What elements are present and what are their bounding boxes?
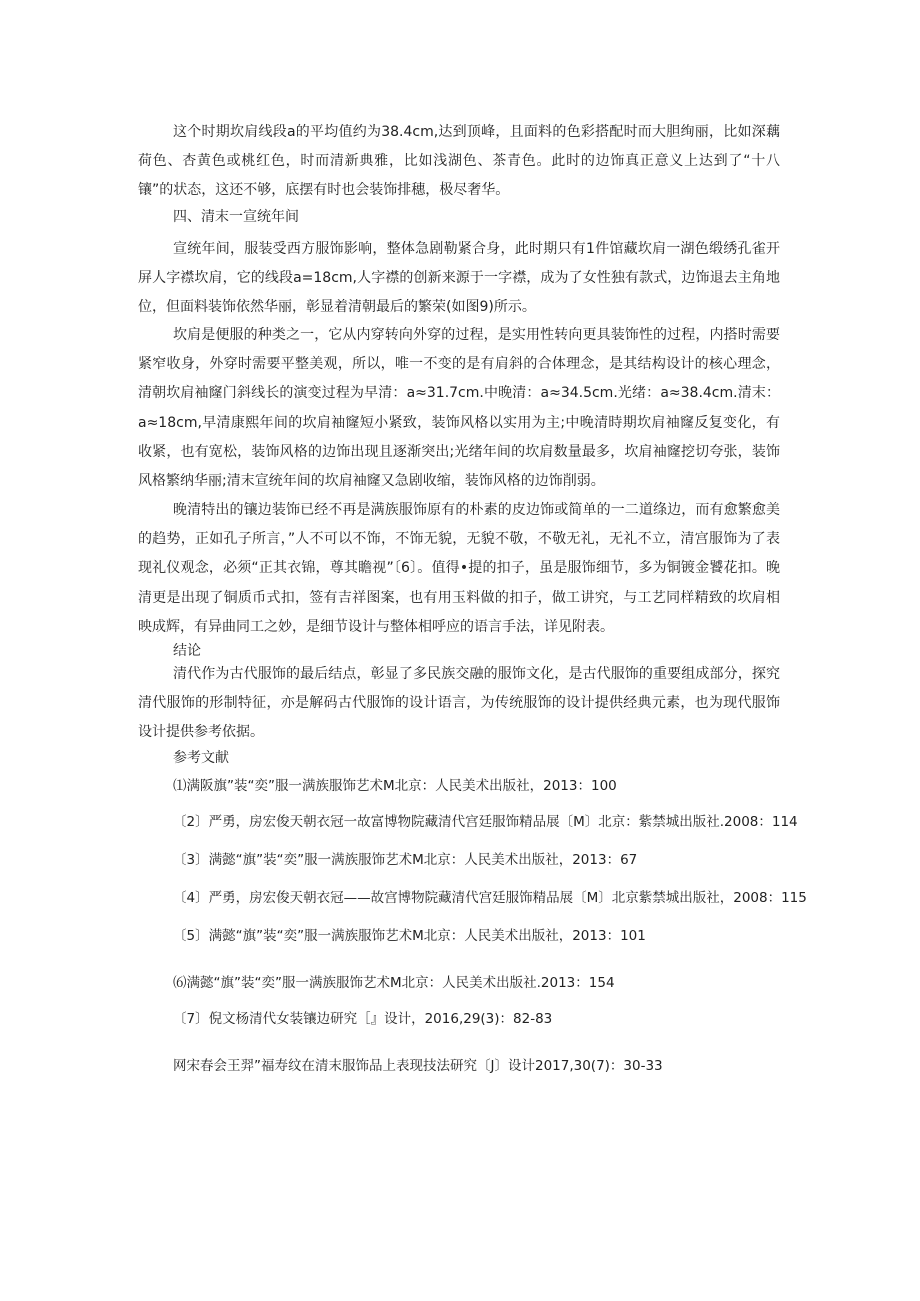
paragraph-xuantong: 宣统年间，服装受西方服饰影响，整体急剧勒紧合身，此时期只有1件馆藏坎肩一湖色缎绣孔雀开屏人字襟坎肩，它的线段a=18cm,人字襟的创新来源于一字襟，成为了女性独有款式，边饰退去主角地位，但面料装饰依然华丽，彰显着清朝最后的繁荣(如图9)所示。 (138, 241, 780, 316)
reference-item-6: ⑹满懿“旗”装“奕”服一满族服饰艺术M北京：人民美术出版社.2013：154 (173, 975, 615, 991)
paragraph-edging-decoration: 晚清特出的镶边装饰已经不再是满族服饰原有的朴素的皮边饰或简单的一二道绦边，而有愈繁愈美的趋势，正如孔子所言，”人不可以不饰，不饰无貌，无貌不敬，不敬无礼，无礼不立，清宫服饰为了表现礼仪观念，必须“正其衣锦，尊其瞻视”〔6〕。值得•提的扣子，虽是服饰细节，多为铜镀金饕花扣。晚清更是出现了铜质币式扣，签有吉祥图案，也有用玉料做的扣子，做工讲究，与工艺同样精致的坎肩相映成辉，有异曲同工之妙，是细节设计与整体相呼应的语言手法，详见附表。 (138, 502, 780, 635)
conclusion-heading: 结论 (173, 643, 201, 659)
paragraph-conclusion: 清代作为古代服饰的最后结点，彰显了多民族交融的服饰文化，是古代服饰的重要组成部分，探究清代服饰的形制特征，亦是解码古代服饰的设计语言，为传统服饰的设计提供经典元素，也为现代服饰设计提供参考依据。 (138, 666, 780, 741)
reference-item-2: 〔2〕严勇，房宏俊天朝衣冠一故富博物院藏清代宫廷服饰精品展〔M〕北京：紫禁城出版社.2008：114 (173, 814, 798, 830)
reference-item-4: 〔4〕严勇，房宏俊天朝衣冠——故宫博物院藏清代宫廷服饰精品展〔M〕北京紫禁城出版社，2008：115 (173, 890, 807, 906)
paragraph-guangxu-kanjian: 这个时期坎肩线段a的平均值约为38.4cm,达到顶峰，且面料的色彩搭配时而大胆绚丽，比如深藕荷色、杏黄色或桃红色，时而清新典雅，比如浅湖色、茶青色。此时的边饰真正意义上达到了“十八镶”的状态，这还不够，底摆有时也会装饰排穗，极尽奢华。 (138, 124, 780, 199)
reference-item-7: 〔7〕倪文杨清代女装镶边研究［』设计，2016,29(3)：82-83 (173, 1011, 553, 1027)
references-heading: 参考文献 (173, 750, 229, 766)
reference-item-3: 〔3〕满懿“旗”装“奕”服一满族服饰艺术M北京：人民美术出版社，2013：67 (173, 852, 638, 868)
section-heading-xuantong: 四、清末一宣统年间 (173, 209, 299, 225)
reference-item-8: 网宋春会王羿”福寿纹在清末服饰品上表现技法研究〔J〕设计2017,30(7)：30-33 (173, 1058, 663, 1074)
reference-item-5: 〔5〕满懿“旗”装“奕”服一满族服饰艺术M北京：人民美术出版社，2013：101 (173, 928, 646, 944)
paragraph-kanjian-evolution: 坎肩是便服的种类之一，它从内穿转向外穿的过程，是实用性转向更具装饰性的过程，内搭时需要紧窄收身，外穿时需要平整美观，所以，唯一不变的是有肩斜的合体理念，是其结构设计的核心理念，清朝坎肩袖窿门斜线长的演变过程为早清：a≈31.7cm.中晚清：a≈34.5cm.光绪：a≈38.4cm.清末：a≈18cm,早清康熙年间的坎肩袖窿短小紧致，装饰风格以实用为主;中晚清時期坎肩袖窿反复变化，有收紧，也有宽松，装饰风格的边饰出现且逐渐突出;光绪年间的坎肩数量最多，坎肩袖窿挖切夸张，装饰风格繁纳华丽;清末宣统年间的坎肩袖窿又急剧收缩，装饰风格的边饰削弱。 (138, 327, 780, 490)
reference-item-1: ⑴满阪旗”装“奕”服一满族服饰艺术M北京：人民美术出版社，2013：100 (173, 778, 617, 794)
